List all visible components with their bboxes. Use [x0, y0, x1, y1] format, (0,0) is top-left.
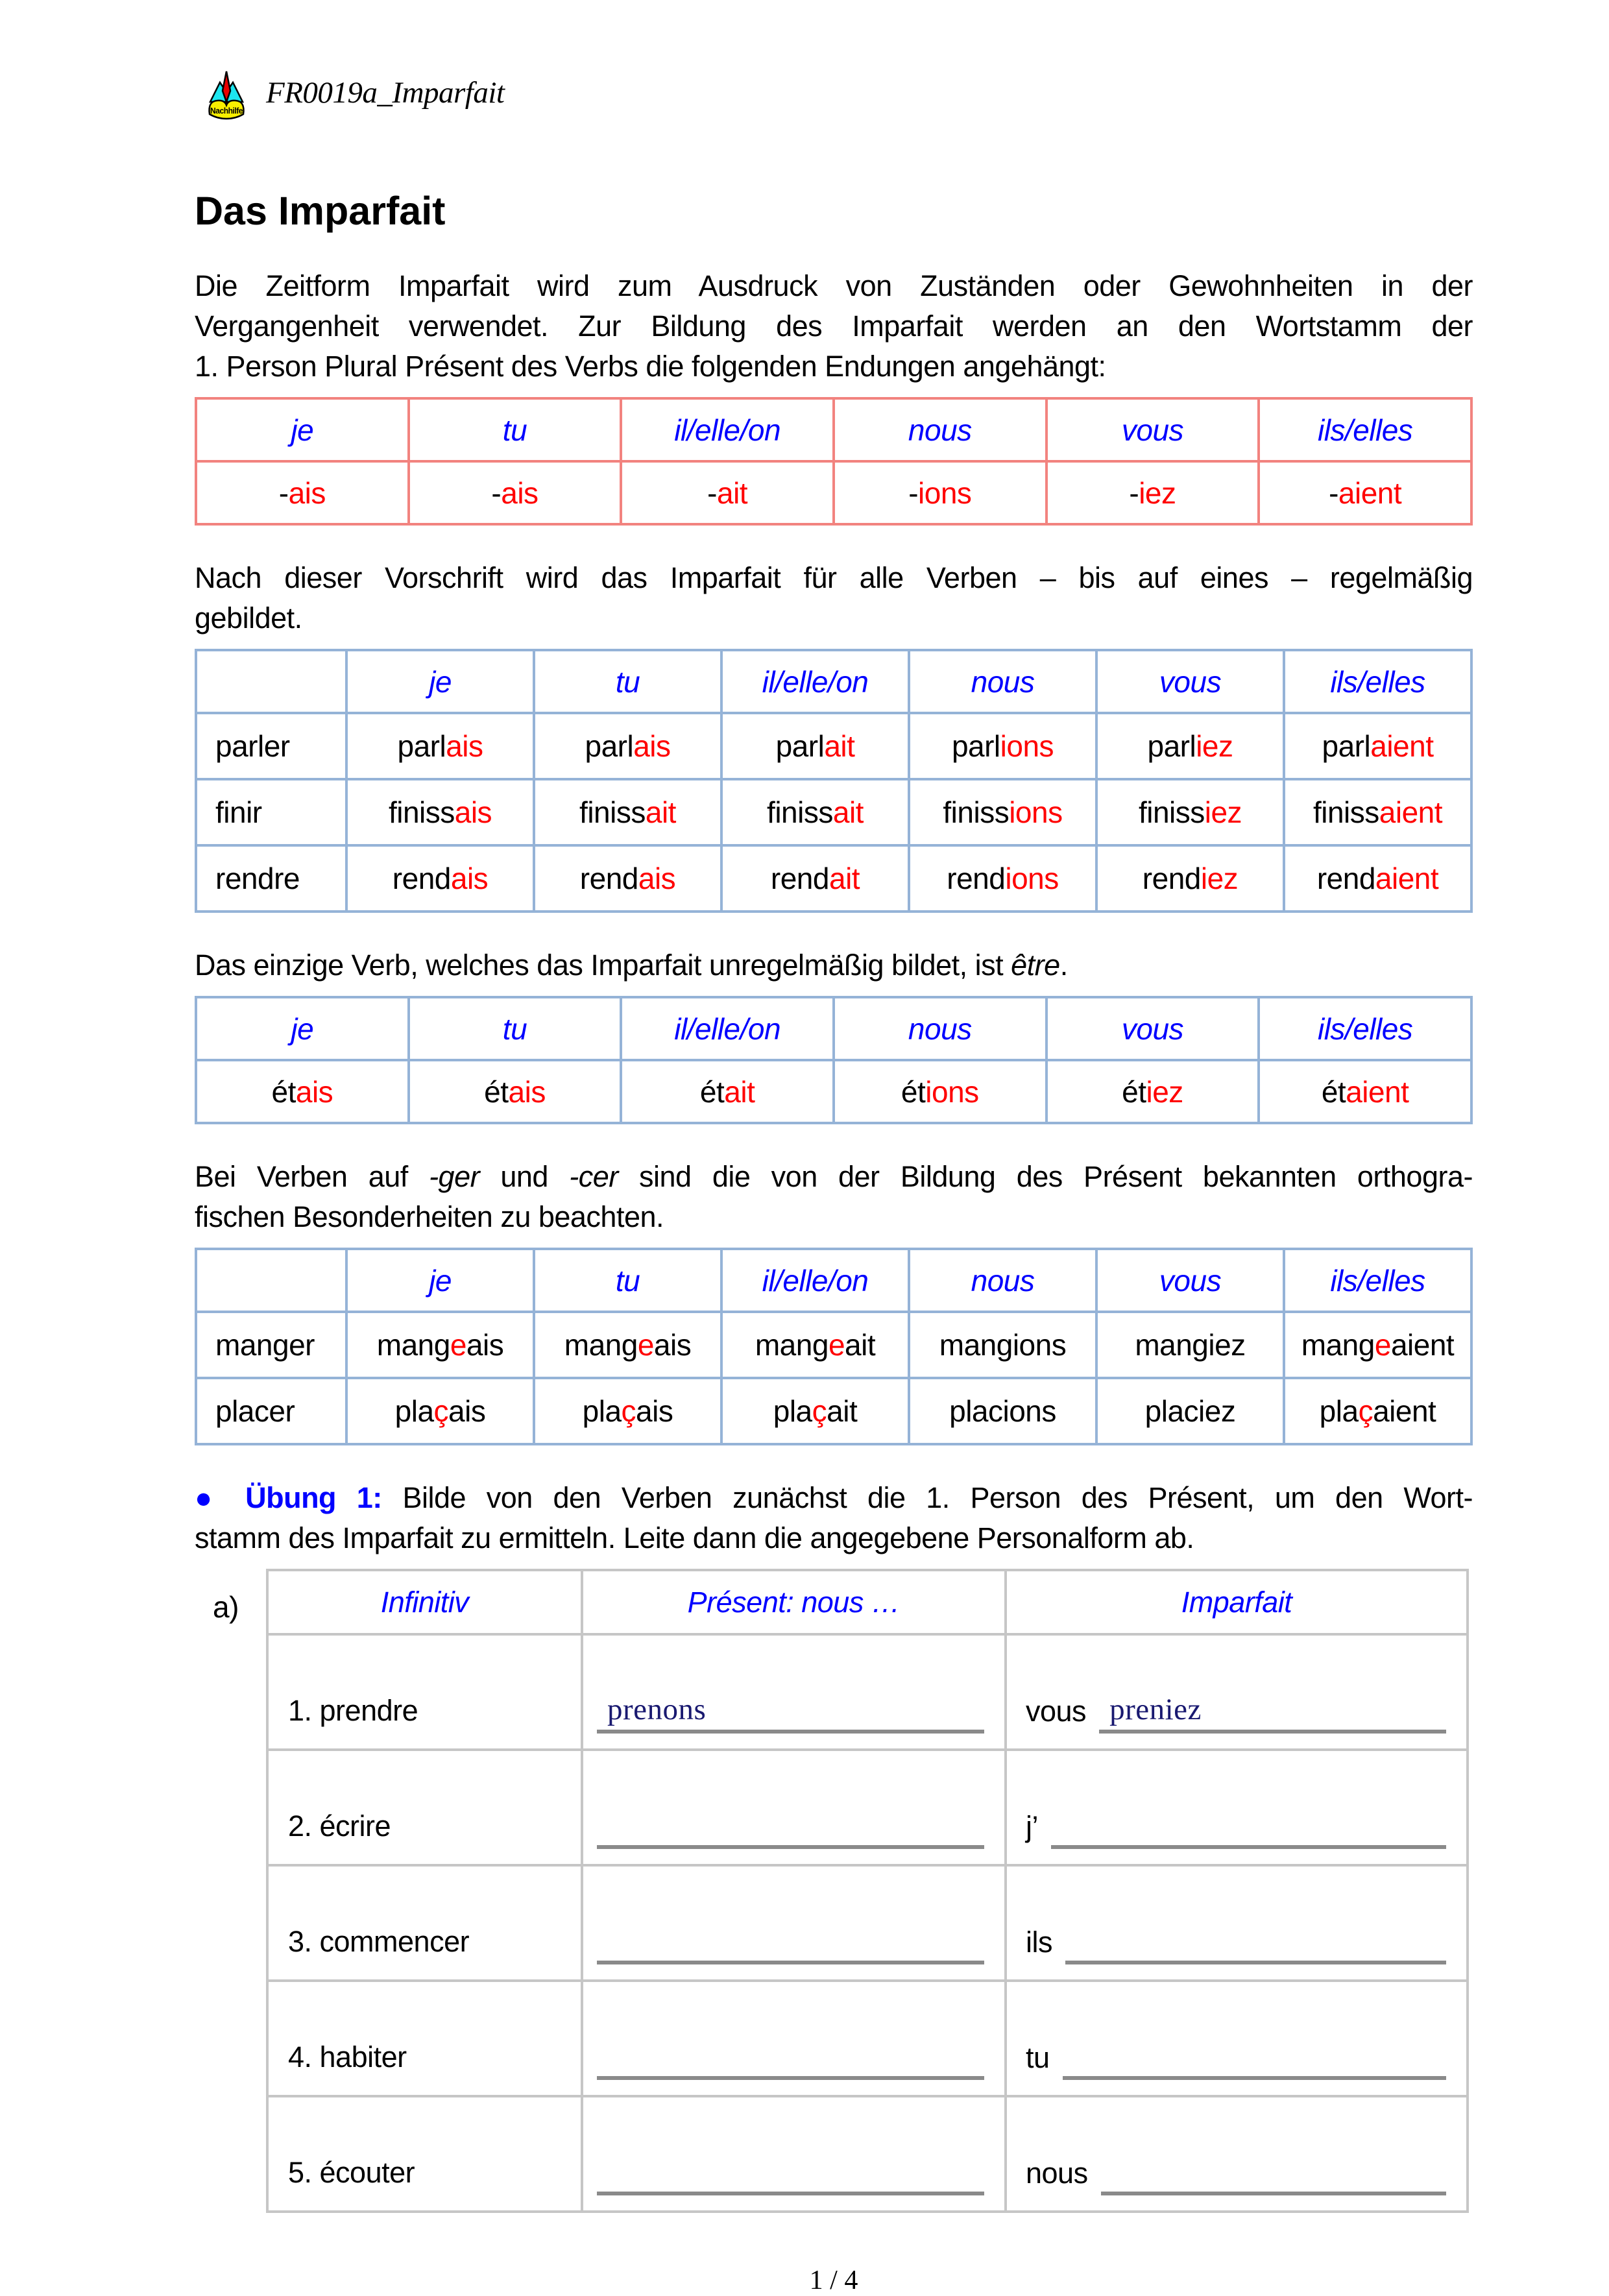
- conjugation-cell: plaçais: [534, 1378, 721, 1444]
- etre-table: [195, 996, 1473, 1124]
- pronoun-header: je: [196, 997, 409, 1060]
- imparfait-answer-blank[interactable]: [1065, 1922, 1446, 1964]
- endings-row: [196, 461, 1471, 524]
- conjugation-cell: finissait: [721, 779, 909, 845]
- verb-cell: 5. écouter: [267, 2096, 582, 2212]
- imparfait-answer-blank[interactable]: [1051, 1806, 1446, 1849]
- pronoun-header: je: [346, 1249, 534, 1312]
- document-id: FR0019a_Imparfait: [266, 76, 505, 110]
- conjugation-cell: plaçais: [346, 1378, 534, 1444]
- ortho-conjugation-table: [195, 1248, 1473, 1445]
- page-header: [206, 65, 1473, 121]
- ending-cell: -aient: [1259, 461, 1471, 524]
- exercise-label: a): [213, 1590, 239, 1624]
- conjugation-cell: placiez: [1096, 1378, 1284, 1444]
- pronoun-header: tu: [409, 997, 622, 1060]
- infinitive: rendre: [196, 845, 346, 912]
- conjugation-cell: mangeais: [534, 1312, 721, 1378]
- endings-table: [195, 397, 1473, 526]
- page-title: Das Imparfait: [195, 189, 446, 233]
- pronoun-header: vous: [1046, 398, 1259, 461]
- pronoun-header: ils/elles: [1284, 1249, 1471, 1312]
- present-answer-blank[interactable]: [597, 1922, 984, 1964]
- conjugation-cell: rendais: [346, 845, 534, 912]
- pronoun-header: tu: [534, 650, 721, 713]
- pronoun-header: je: [196, 398, 409, 461]
- pronoun-header: nous: [834, 398, 1046, 461]
- present-cell: [582, 1865, 1006, 1981]
- conjugation-row: [196, 1378, 1471, 1444]
- infinitive: manger: [196, 1312, 346, 1378]
- conjugation-cell: finissaient: [1284, 779, 1471, 845]
- exercise-row: [267, 1634, 1468, 1750]
- pronoun-header: ils/elles: [1284, 650, 1471, 713]
- exercise-row: [267, 1981, 1468, 2096]
- imparfait-cell: [1006, 1865, 1468, 1981]
- uebung1-instruction: ● Übung 1: Bilde von den Verben zunächst die 1. Person des Présent, um den Wort- stamm des Imparfait zu ermitteln. Leite dann die angegebene Personalform ab.: [195, 1481, 1473, 1554]
- ortho-paragraph: Bei Verben auf -ger und -cer sind die von der Bildung des Présent bekannten orthogra- fischen Besonderheiten zu beachten.: [195, 1160, 1473, 1233]
- infinitive: placer: [196, 1378, 346, 1444]
- present-answer-blank[interactable]: [597, 2153, 984, 2195]
- present-cell: [582, 2096, 1006, 2212]
- conjugation-cell: parlait: [721, 713, 909, 779]
- conjugation-cell: rendiez: [1096, 845, 1284, 912]
- conjugation-cell: mangions: [909, 1312, 1096, 1378]
- conjugation-cell: parlais: [534, 713, 721, 779]
- present-cell: [582, 1750, 1006, 1865]
- column-header-imparfait: Imparfait: [1006, 1570, 1468, 1634]
- present-cell: [582, 1634, 1006, 1750]
- present-answer-blank[interactable]: prenons: [597, 1691, 984, 1734]
- pronoun-label: ils: [1026, 1926, 1052, 1959]
- pronoun-label: j’: [1026, 1810, 1038, 1843]
- ending-cell: -ait: [621, 461, 834, 524]
- conjugation-cell: plaçait: [721, 1378, 909, 1444]
- conjugation-row: [196, 713, 1471, 779]
- imparfait-cell: [1006, 1750, 1468, 1865]
- pronoun-header: il/elle/on: [621, 398, 834, 461]
- imparfait-answer-blank[interactable]: [1101, 2153, 1446, 2195]
- conjugation-cell: plaçaient: [1284, 1378, 1471, 1444]
- conjugation-cell: mangeaient: [1284, 1312, 1471, 1378]
- conjugation-cell: étiez: [1046, 1060, 1259, 1123]
- conjugation-cell: étions: [834, 1060, 1046, 1123]
- conjugation-cell: rendions: [909, 845, 1096, 912]
- conjugation-cell: rendaient: [1284, 845, 1471, 912]
- etre-paragraph: Das einzige Verb, welches das Imparfait unregelmäßig bildet, ist être.: [195, 949, 1068, 982]
- exercise-a: [195, 1569, 1473, 2213]
- pronoun-header: nous: [909, 650, 1096, 713]
- regular-conjugation-table: [195, 649, 1473, 913]
- verb-cell: 2. écrire: [267, 1750, 582, 1865]
- conjugation-row: [196, 1060, 1471, 1123]
- exercise-header-row: [267, 1570, 1468, 1634]
- conjugation-row: [196, 1312, 1471, 1378]
- conjugation-cell: parlions: [909, 713, 1096, 779]
- exercise-row: [267, 1750, 1468, 1865]
- imparfait-answer-blank[interactable]: [1063, 2037, 1446, 2080]
- conjugation-cell: étais: [409, 1060, 622, 1123]
- exercise-table: [266, 1569, 1469, 2213]
- intro-paragraph: Die Zeitform Imparfait wird zum Ausdruck von Zuständen oder Gewohnheiten in der Vergangenheit verwendet. Zur Bildung des Imparfait werden an den Wortstamm der 1. Person Plural Présent des Verbs die folgenden Endungen angehängt:: [195, 269, 1473, 383]
- column-header-infinitiv: Infinitiv: [267, 1570, 582, 1634]
- pronoun-header: vous: [1096, 1249, 1284, 1312]
- conjugation-cell: rendait: [721, 845, 909, 912]
- imparfait-cell: [1006, 2096, 1468, 2212]
- empty-cell: [196, 650, 346, 713]
- conjugation-row: [196, 779, 1471, 845]
- pronoun-header: il/elle/on: [721, 650, 909, 713]
- conjugation-cell: rendais: [534, 845, 721, 912]
- conjugation-cell: mangeais: [346, 1312, 534, 1378]
- conjugation-cell: mangeait: [721, 1312, 909, 1378]
- exercise-row: [267, 2096, 1468, 2212]
- verb-cell: 3. commencer: [267, 1865, 582, 1981]
- pronoun-header: vous: [1096, 650, 1284, 713]
- conjugation-cell: finissiez: [1096, 779, 1284, 845]
- conjugation-cell: étaient: [1259, 1060, 1471, 1123]
- nachhilfe-logo-icon: [206, 66, 247, 120]
- present-answer-blank[interactable]: [597, 2037, 984, 2080]
- pronoun-header: ils/elles: [1259, 398, 1471, 461]
- conjugation-cell: mangiez: [1096, 1312, 1284, 1378]
- pronoun-header: ils/elles: [1259, 997, 1471, 1060]
- pronoun-label: tu: [1026, 2041, 1050, 2074]
- pronoun-header-row: [196, 1249, 1471, 1312]
- verb-cell: 1. prendre: [267, 1634, 582, 1750]
- pronoun-header-row: [196, 997, 1471, 1060]
- verb-cell: 4. habiter: [267, 1981, 582, 2096]
- regular-paragraph: Nach dieser Vorschrift wird das Imparfait für alle Verben – bis auf eines – regelmäßig gebildet.: [195, 561, 1473, 634]
- ending-cell: -ions: [834, 461, 1046, 524]
- pronoun-header: je: [346, 650, 534, 713]
- pronoun-header: il/elle/on: [721, 1249, 909, 1312]
- conjugation-cell: parliez: [1096, 713, 1284, 779]
- conjugation-cell: était: [621, 1060, 834, 1123]
- present-cell: [582, 1981, 1006, 2096]
- empty-cell: [196, 1249, 346, 1312]
- conjugation-cell: finissais: [346, 779, 534, 845]
- pronoun-header-row: [196, 398, 1471, 461]
- imparfait-cell: [1006, 1634, 1468, 1750]
- imparfait-cell: [1006, 1981, 1468, 2096]
- pronoun-header: nous: [834, 997, 1046, 1060]
- conjugation-cell: parlaient: [1284, 713, 1471, 779]
- pronoun-header: tu: [409, 398, 622, 461]
- conjugation-cell: parlais: [346, 713, 534, 779]
- conjugation-cell: placions: [909, 1378, 1096, 1444]
- imparfait-answer-blank[interactable]: preniez: [1099, 1691, 1446, 1734]
- pronoun-header: nous: [909, 1249, 1096, 1312]
- pronoun-label: vous: [1026, 1695, 1087, 1728]
- infinitive: parler: [196, 713, 346, 779]
- page-number: 1 / 4: [809, 2266, 858, 2295]
- pronoun-header: vous: [1046, 997, 1259, 1060]
- pronoun-header: tu: [534, 1249, 721, 1312]
- pronoun-label: nous: [1026, 2157, 1088, 2190]
- ending-cell: -ais: [196, 461, 409, 524]
- conjugation-row: [196, 845, 1471, 912]
- present-answer-blank[interactable]: [597, 1806, 984, 1849]
- conjugation-cell: finissait: [534, 779, 721, 845]
- pronoun-header-row: [196, 650, 1471, 713]
- ending-cell: -ais: [409, 461, 622, 524]
- pronoun-header: il/elle/on: [621, 997, 834, 1060]
- exercise-row: [267, 1865, 1468, 1981]
- column-header-present: Présent: nous …: [582, 1570, 1006, 1634]
- ending-cell: -iez: [1046, 461, 1259, 524]
- logo-text: Nachhilfe: [210, 106, 243, 115]
- conjugation-cell: finissions: [909, 779, 1096, 845]
- conjugation-cell: étais: [196, 1060, 409, 1123]
- infinitive: finir: [196, 779, 346, 845]
